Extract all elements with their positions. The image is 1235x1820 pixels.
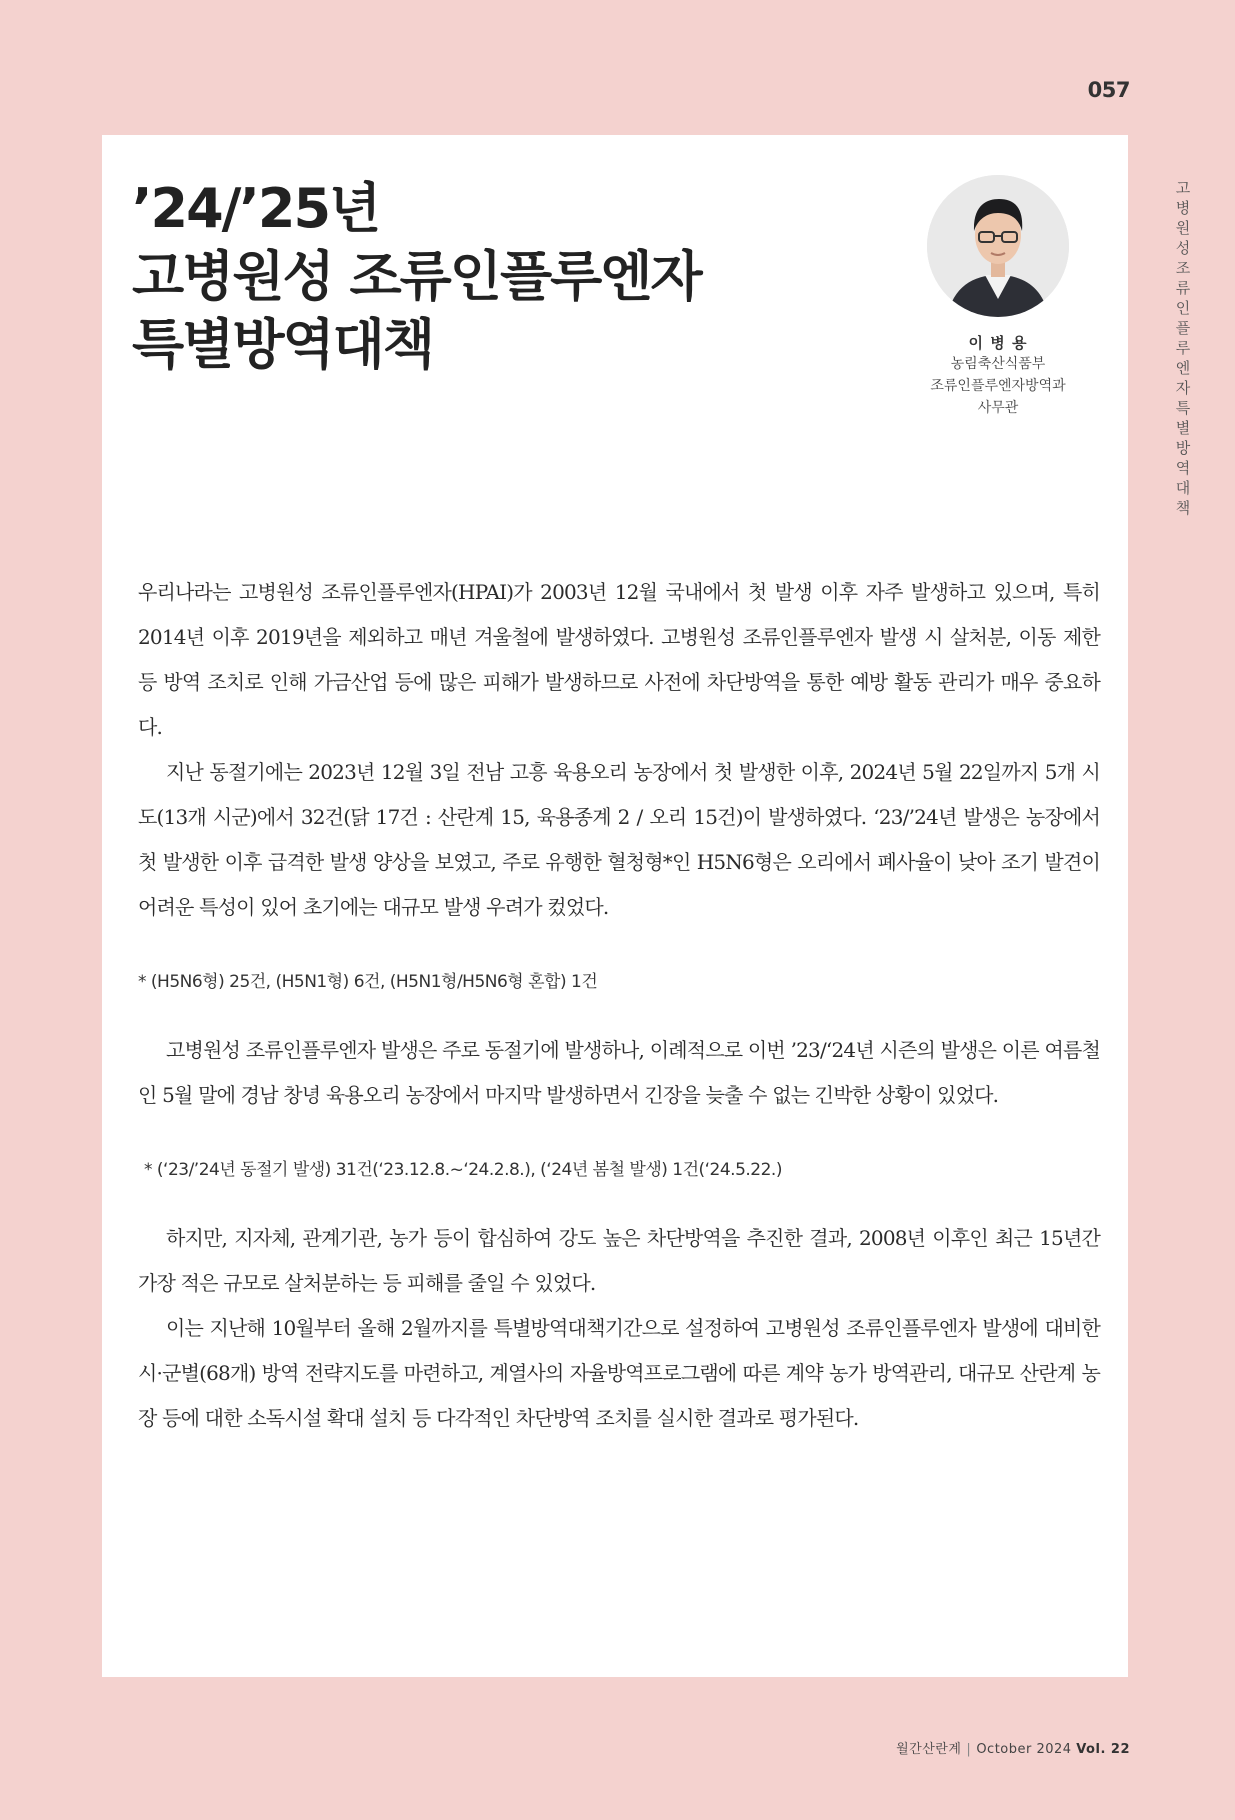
author-portrait-icon xyxy=(927,175,1069,317)
footnote-2: * (‘23/’24년 동절기 발생) 31건(‘23.12.8.~‘24.2.8.), (‘24년 봄철 발생) 1건(‘24.5.22.) xyxy=(144,1160,782,1180)
footnote-1: * (H5N6형) 25건, (H5N1형) 6건, (H5N1형/H5N6형 혼합) 1건 xyxy=(138,972,598,992)
issue-volume: Vol. 22 xyxy=(1076,1742,1130,1757)
body-paragraph-3: 고병원성 조류인플루엔자 발생은 주로 동절기에 발생하나, 이례적으로 이번 ’23/‘24년 시즌의 발생은 이른 여름철인 5월 말에 경남 창녕 육용오리 농장에서 마지막 발생하면서 긴장을 늦출 수 없는 긴박한 상황이 있었다. xyxy=(138,1038,1100,1107)
issue-month: October 2024 xyxy=(976,1742,1072,1757)
author-department: 조류인플루엔자방역과 xyxy=(930,378,1066,394)
body-paragraph-2: 지난 동절기에는 2023년 12월 3일 전남 고흥 육용오리 농장에서 첫 발생한 이후, 2024년 5월 22일까지 5개 시도(13개 시군)에서 32건(닭 17건 : 산란계 15, 육용종계 2 / 오리 15건)이 발생하였다. ‘23/’24년 발생은 농장에서 첫 발생한 이후 급격한 발생 양상을 보였고, 주로 유행한 혈청형*인 H5N6형은 오리에서 폐사율이 낮아 조기 발견이 어려운 특성이 있어 초기에는 대규모 발생 우려가 컸었다. xyxy=(138,760,1100,919)
page-footer xyxy=(896,1738,1130,1757)
side-section-label: 고병원성 조류인플루엔자 특별방역대책 xyxy=(1175,179,1191,517)
article-title xyxy=(132,175,701,379)
title-line-3: 특별방역대책 xyxy=(132,313,433,376)
magazine-name: 월간산란계 xyxy=(896,1742,962,1757)
body-paragraph-4: 하지만, 지자체, 관계기관, 농가 등이 합심하여 강도 높은 차단방역을 추진한 결과, 2008년 이후인 최근 15년간 가장 적은 규모로 살처분하는 등 피해를 줄일 수 있었다. xyxy=(138,1226,1100,1295)
title-line-1: ’24/’25년 xyxy=(132,177,380,240)
page-number: 057 xyxy=(1087,78,1130,102)
article-card xyxy=(102,135,1128,1677)
footer-divider: | xyxy=(966,1742,972,1757)
author-name: 이 병 용 xyxy=(968,334,1028,352)
body-paragraph-1: 우리나라는 고병원성 조류인플루엔자(HPAI)가 2003년 12월 국내에서 첫 발생 이후 자주 발생하고 있으며, 특히 2014년 이후 2019년을 제외하고 매년 겨울철에 발생하였다. 고병원성 조류인플루엔자 발생 시 살처분, 이동 제한 등 방역 조치로 인해 가금산업 등에 많은 피해가 발생하므로 사전에 차단방역을 통한 예방 활동 관리가 매우 중요하다. xyxy=(138,580,1100,739)
article-body xyxy=(138,570,1100,1441)
body-paragraph-5: 이는 지난해 10월부터 올해 2월까지를 특별방역대책기간으로 설정하여 고병원성 조류인플루엔자 발생에 대비한 시·군별(68개) 방역 전략지도를 마련하고, 계열사의 자율방역프로그램에 따른 계약 농가 방역관리, 대규모 산란계 농장 등에 대한 소독시설 확대 설치 등 다각적인 차단방역 조치를 실시한 결과로 평가된다. xyxy=(138,1316,1100,1430)
author-organization: 농림축산식품부 xyxy=(950,356,1046,372)
author-position: 사무관 xyxy=(977,400,1019,416)
author-block xyxy=(898,175,1098,419)
author-photo xyxy=(927,175,1069,317)
title-line-2: 고병원성 조류인플루엔자 xyxy=(132,245,701,308)
